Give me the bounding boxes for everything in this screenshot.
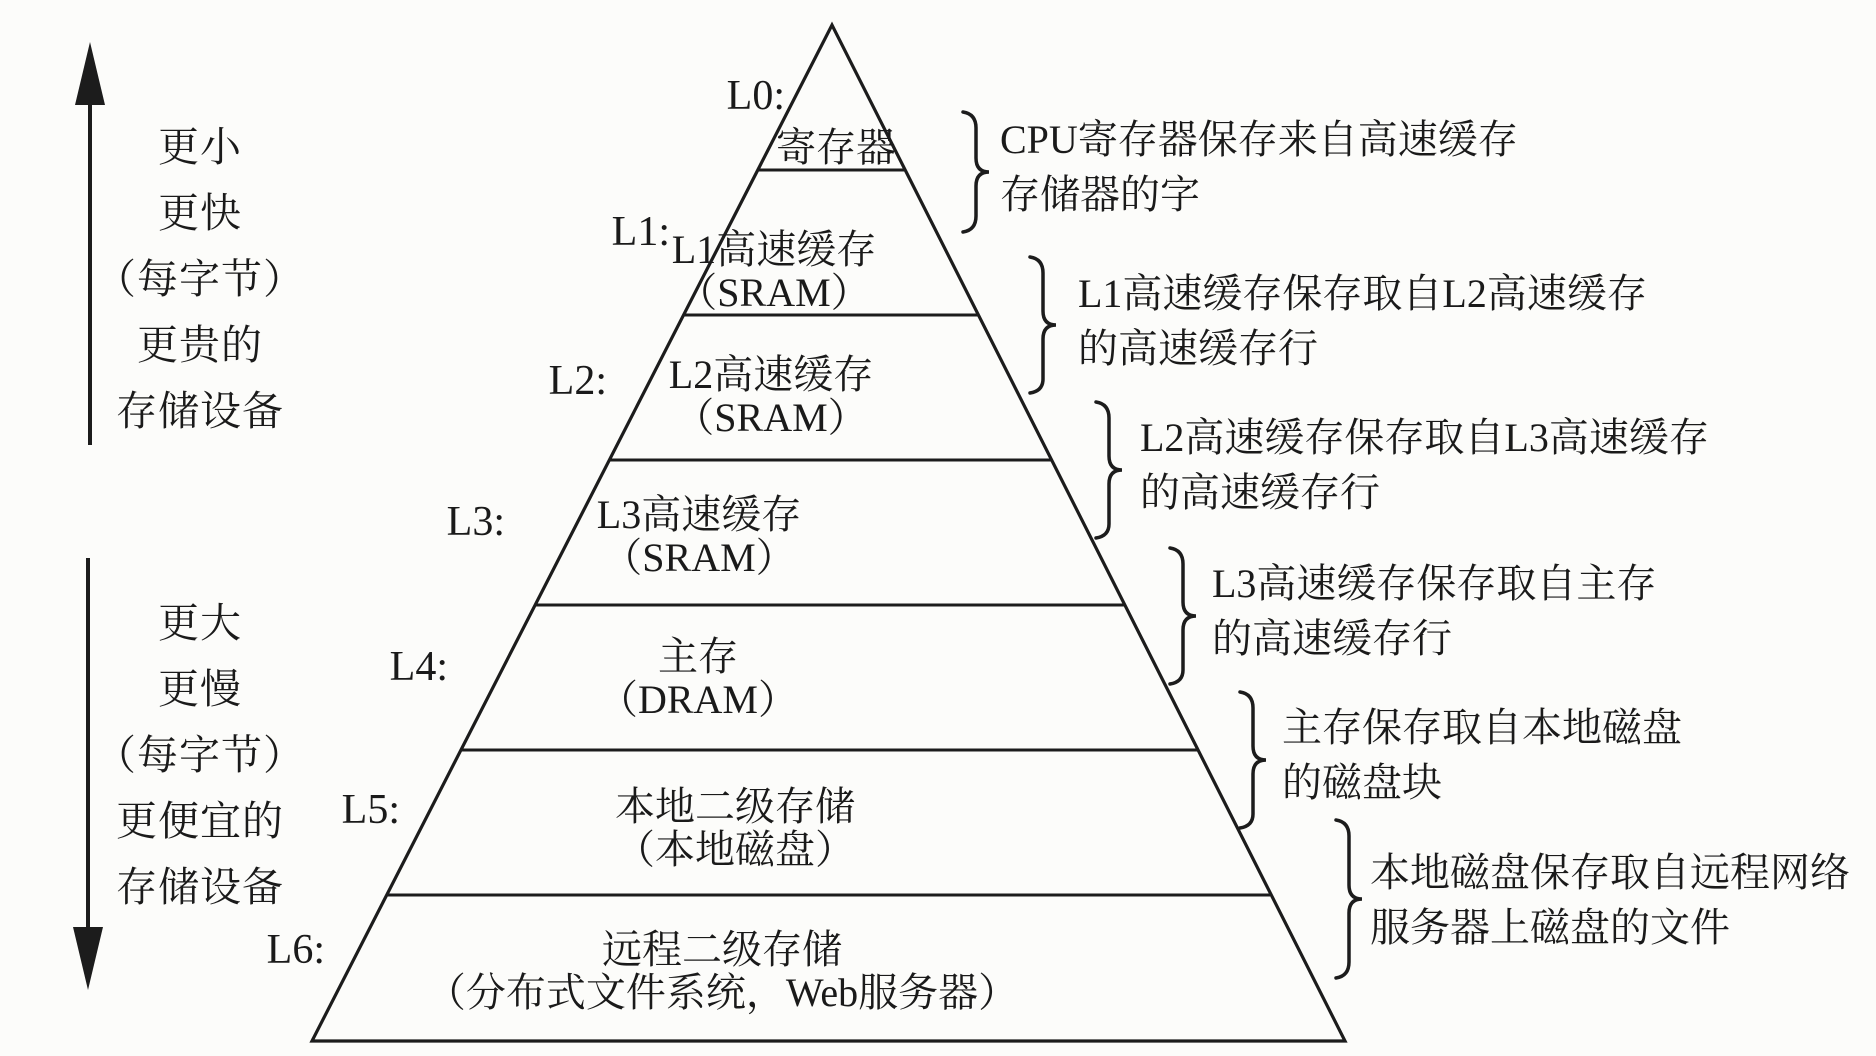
level-name: 寄存器 <box>776 125 896 170</box>
curly-brace-icon <box>1336 820 1362 978</box>
level-name: 本地二级存储 <box>615 784 855 829</box>
annotation-line: L2高速缓存保存取自L3高速缓存 <box>1140 415 1709 460</box>
level-l1-cache <box>424 228 1124 314</box>
annotation-l3 <box>1212 556 1656 666</box>
level-sub: （分布式文件系统，Web服务器） <box>425 970 1019 1015</box>
level-l5-local-disk <box>385 785 1085 871</box>
curly-brace-icon <box>1240 692 1266 828</box>
annotation-l1 <box>1078 266 1647 376</box>
annotation-l2 <box>1140 410 1709 520</box>
level-id-l6: L6: <box>266 927 325 973</box>
level-sub: （SRAM） <box>677 270 871 315</box>
level-id-l5: L5: <box>341 787 400 833</box>
level-sub: （SRAM） <box>602 535 796 580</box>
level-id-l4: L4: <box>389 644 448 690</box>
annotation-line: 主存保存取自本地磁盘 <box>1282 705 1682 750</box>
smaller-faster-label <box>40 114 360 444</box>
level-name: 主存 <box>658 634 738 679</box>
annotation-l5 <box>1370 845 1850 955</box>
level-id-l1: L1: <box>611 209 670 255</box>
level-l2-cache <box>421 353 1121 439</box>
level-id-l3: L3: <box>446 499 505 545</box>
axis-top-line: 更小 <box>158 124 242 170</box>
annotation-line: 服务器上磁盘的文件 <box>1370 905 1730 950</box>
curly-brace-icon <box>1170 548 1196 684</box>
level-l6-remote-storage <box>372 928 1072 1014</box>
level-l4-main-memory <box>348 635 1048 721</box>
annotation-l4 <box>1282 700 1682 810</box>
annotation-line: 的高速缓存行 <box>1212 616 1452 661</box>
level-name: L3高速缓存 <box>596 492 802 537</box>
axis-bottom-line: 更大 <box>158 600 242 646</box>
annotation-line: 的磁盘块 <box>1282 760 1442 805</box>
annotation-line: CPU寄存器保存来自高速缓存 <box>1000 117 1518 162</box>
axis-bottom-line: 更慢 <box>158 666 242 712</box>
level-id-l0: L0: <box>726 73 785 119</box>
level-l3-cache <box>349 493 1049 579</box>
level-name: L2高速缓存 <box>668 352 874 397</box>
axis-bottom-line: 更便宜的 <box>116 798 284 844</box>
level-sub: （本地磁盘） <box>615 827 855 872</box>
annotation-line: L1高速缓存保存取自L2高速缓存 <box>1078 271 1647 316</box>
larger-slower-label <box>40 590 360 920</box>
annotation-line: 的高速缓存行 <box>1140 470 1380 515</box>
axis-top-line: 更贵的 <box>137 322 263 368</box>
level-sub: （DRAM） <box>597 677 799 722</box>
annotation-l0 <box>1000 112 1518 222</box>
annotation-line: L3高速缓存保存取自主存 <box>1212 561 1657 606</box>
annotation-line: 的高速缓存行 <box>1078 326 1318 371</box>
annotation-line: 存储器的字 <box>1000 172 1200 217</box>
level-name: 远程二级存储 <box>602 927 842 972</box>
axis-bottom-line: （每字节） <box>95 732 305 778</box>
level-name: L1高速缓存 <box>671 227 877 272</box>
axis-bottom-line: 存储设备 <box>116 864 284 910</box>
axis-top-line: 更快 <box>158 190 242 236</box>
axis-top-line: 存储设备 <box>116 388 284 434</box>
level-sub: （SRAM） <box>674 395 868 440</box>
annotation-line: 本地磁盘保存取自远程网络 <box>1370 850 1850 895</box>
axis-top-line: （每字节） <box>95 256 305 302</box>
level-id-l2: L2: <box>548 358 607 404</box>
